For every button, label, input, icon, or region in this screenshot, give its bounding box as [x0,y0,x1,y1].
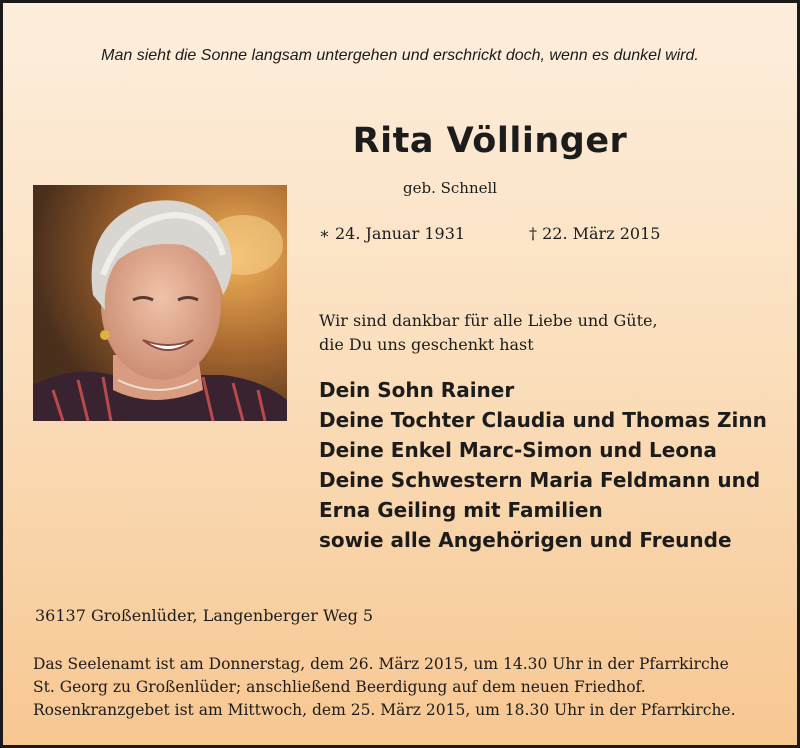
mourner-line: Deine Enkel Marc-Simon und Leona [319,438,717,462]
death-date: † 22. März 2015 [529,224,661,243]
service-line: Das Seelenamt ist am Donnerstag, dem 26. März 2015, um 14.30 Uhr in der Pfarrkirche [33,655,729,673]
mourners-list [319,375,767,555]
deceased-name: Rita Völlinger [352,121,628,161]
service-details [33,653,777,722]
memorial-quote: Man sieht die Sonne langsam untergehen und erschrickt doch, wenn es dunkel wird. [101,47,699,64]
thanks-line: Wir sind dankbar für alle Liebe und Güte, [319,311,658,330]
portrait-photo [33,185,287,421]
service-line: Rosenkranzgebet ist am Mittwoch, dem 25. März 2015, um 18.30 Uhr in der Pfarrkirche. [33,701,736,719]
mourner-line: sowie alle Angehörigen und Freunde [319,528,732,552]
mourner-line: Erna Geiling mit Familien [319,498,603,522]
family-address: 36137 Großenlüder, Langenberger Weg 5 [35,606,374,625]
mourner-line: Deine Tochter Claudia und Thomas Zinn [319,408,767,432]
mourner-line: Deine Schwestern Maria Feldmann und [319,468,761,492]
thanks-line: die Du uns geschenkt hast [319,335,534,354]
service-line: St. Georg zu Großenlüder; anschließend Beerdigung auf dem neuen Friedhof. [33,678,646,696]
mourner-line: Dein Sohn Rainer [319,378,515,402]
thanks-text [319,309,658,357]
portrait-image [33,185,287,421]
maiden-name: geb. Schnell [403,179,498,197]
birth-date: ∗ 24. Januar 1931 [319,224,466,243]
